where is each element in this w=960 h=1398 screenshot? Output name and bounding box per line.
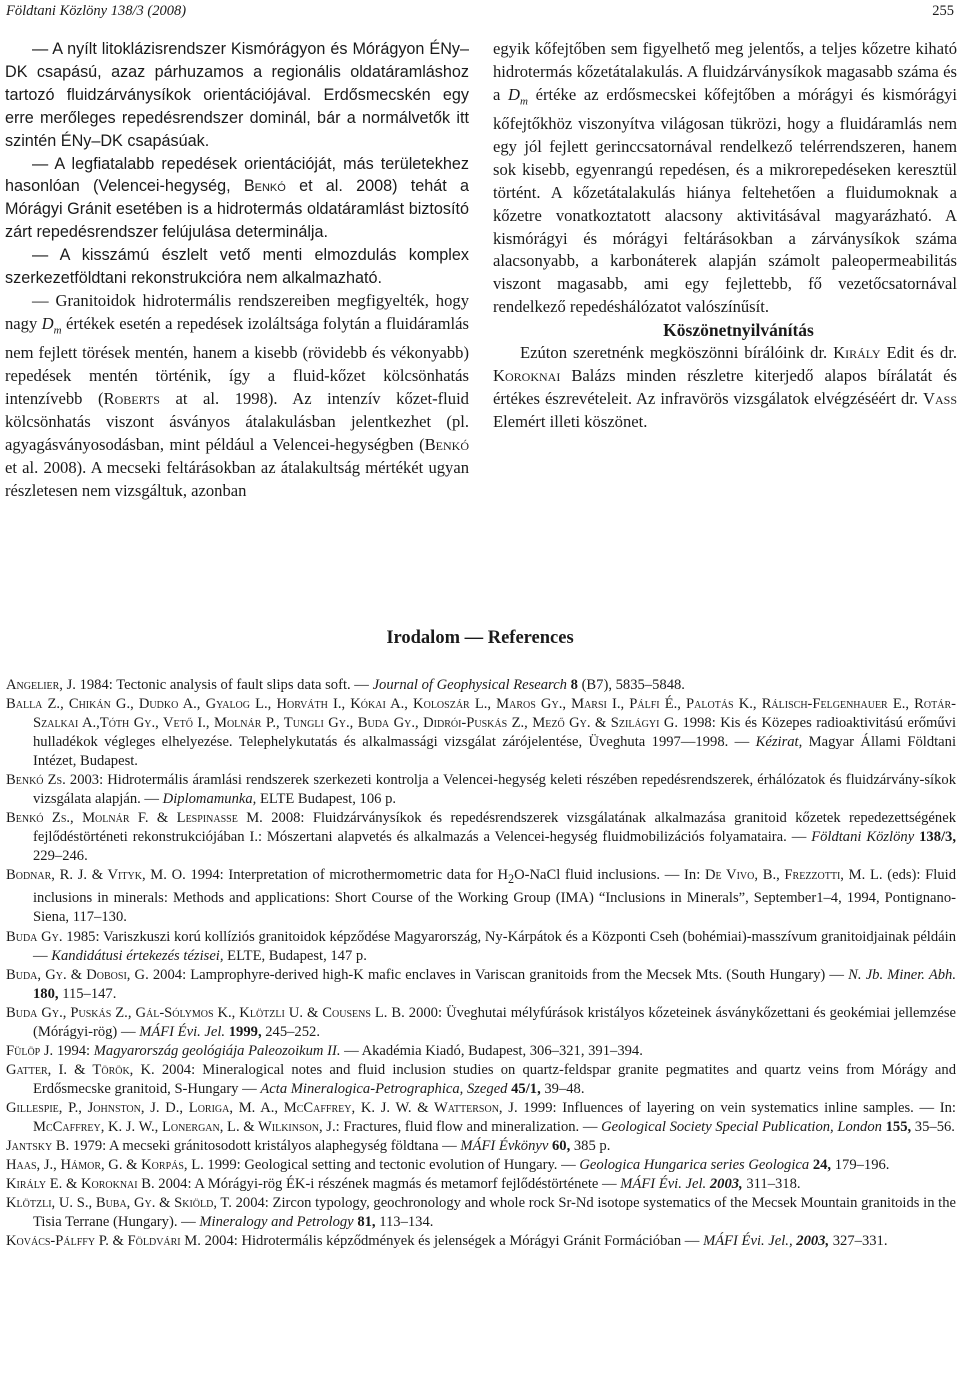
acknowledgements-paragraph: Ezúton szeretnénk megköszönni bírálóink dr. Király Edit és dr. Koroknai Balázs minden részletre kiterjedő alapos bírálatát és értékes észrevételeit. Az infravörös vizsgálatok elvégzéséért dr. Vass Elemért illeti köszönet. [493,343,957,431]
conclusion-paragraph-3: — A kisszámú észlelt vető menti elmozdulás komplex szerkezetföldtani rekonstrukcióra nem alkalmazható. [5,246,469,288]
page-number: 255 [932,3,954,19]
reference-item: Buda, Gy. & Dobosi, G. 2004: Lamprophyre-derived high-K mafic enclaves in Variscan granitoids from the Mecsek Mts. (South Hungary) — N. Jb. Miner. Abh. 180, 115–147. [6,966,956,1002]
reference-item: Buda Gy., Puskás Z., Gál-Sólymos K., Klötzli U. & Cousens L. B. 2000: Üveghutai mélyfúrások kristályos kőzeteinek ásványkőzettani és geokémiai jellemzése (Mórágyi-rög) — MÁFI Évi. Jel. 1999, 245–252. [6,1004,956,1040]
reference-item: Jantsky B. 1979: A mecseki gránitosodott kristályos alaphegység földtana — MÁFI Évkönyv 60, 385 p. [6,1138,611,1155]
reference-item: Gillespie, P., Johnston, J. D., Loriga, M. A., McCaffrey, K. J. W. & Watterson, J. 1999: Influences of layering on vein systematics inline samples. — In: McCaffrey, K. J. W., Lonergan, L. & Wilkinson, J.: Fractures, fluid flow and mineralization. — Geological Society Special Publication, London 155, 35–56. [6,1099,956,1135]
conclusion-paragraph-1: — A nyílt litoklázisrendszer Kismórágyon és Mórágyon ÉNy–DK csapású, azaz párhuzamos a regionális oldatáramláshoz tartozó fluidzárványsíkok orientációjával. Erdősmecskén egy erre merőleges repedésrendszer dominál, bár a normálvetők itt szintén ÉNy–DK csapásúak. [5,40,469,150]
reference-item: Kovács-Pálffy P. & Földvári M. 2004: Hidrotermális képződmények és jelenségek a Mórágyi Gránit Formációban — MÁFI Évi. Jel., 2003, 327–331. [6,1233,888,1250]
author-citation: Benkó [424,434,469,454]
reference-item: Benkó Zs. 2003: Hidrotermális áramlási rendszerek szerkezeti kontrolja a Velencei-hegység keleti részében repedésrendszerek, érhálózatok és fluidzárvány-síkok vizsgálata alapján. — Diplomamunka, ELTE Budapest, 106 p. [6,772,957,808]
reference-item: Fülöp J. 1994: Magyarország geológiája Paleozoikum II. — Akadémia Kiadó, Budapest, 306–321, 391–394. [6,1042,643,1059]
reference-item: Bodnar, R. J. & Vityk, M. O. 1994: Interpretation of microthermometric data for $H_2O$-NaCl fluid inclusions. — In: De Vivo, B., Frezzotti, M. L. (eds): Fluid inclusions in minerals: Methods and applications: Short Course of the Working Group (IMA) “Inclusions in Minerals”, September1–4, 1994, Pontignano-Siena, 117–130. [6,867,956,926]
dm-symbol: $D_m$ [41,313,62,337]
acknowledgements-heading: Köszönetnyilvánítás [663,320,814,341]
reference-item: Benkó Zs., Molnár F. & Lespinasse M. 2008: Fluidzárványsíkok és repedésrendszerek vizsgálatának alkalmazása granitoid kőzetek repedezettségének fejlődéstörténeti rekonstrukciójában I.: Mószertani alapvetés és alkalmazás a Velencei-hegység fluidmobilizációs folyamataira. — Földtani Közlöny 138/3, 229–246. [6,810,956,865]
reference-item: Angelier, J. 1984: Tectonic analysis of fault slips data soft. — Journal of Geophysical Research 8 (B7), 5835–5848. [6,677,685,693]
conclusion-paragraph-4: — Granitoidok hidrotermális rendszereiben megfigyelték, hogy nagy $D_m$ értékek esetén a repedések izoláltsága folytán a fluidáramlás nem fejlett törések mentén, hanem a kisebb (rövidebb és vékonyabb) repedések mentén történik, így a fluid-kőzet kölcsönhatás intenzívebb (Roberts at al. 1998). Az intenzív kőzet-fluid kölcsönhatás viszont ásványos átalakulásban jelentkezhet (pl. agyagásványosodásban, mint például a Velencei-hegységben (Benkó et al. 2008). A mecseki feltárásokban az átalakultság mértékét ugyan részletesen nem vizsgáltuk, azonban [5,290,469,500]
author-citation: Roberts [103,388,160,408]
reference-item: Király E. & Koroknai B. 2004: A Mórágyi-rög ÉK-i részének magmás és metamorf fejlődéstörténete — MÁFI Évi. Jel. 2003, 311–318. [6,1176,801,1193]
left-column [5,38,469,502]
author-citation: Benkó [243,177,286,196]
conclusion-paragraph-2: — A legfiatalabb repedések orientációját, más területekhez hasonlóan (Velencei-hegység, Benkó et al. 2008) tehát a Mórágyi Gránit esetében is a hidrotermás oldatáramlást biztosító zárt repedésrendszer felújulása determinálja. [5,154,469,242]
reference-list [6,676,956,1251]
running-header-journal: Földtani Közlöny 138/3 (2008) [6,3,187,19]
reference-item: Haas, J., Hámor, G. & Korpás, L. 1999: Geological setting and tectonic evolution of Hungary. — Geologica Hungarica series Geologica 24, 179–196. [6,1157,890,1174]
reference-item: Gatter, I. & Török, K. 2004: Mineralogical notes and fluid inclusion studies on quartz-feldspar granite pegmatites and quartz veins from Mórágy and Erdősmecske granitoid, S-Hungary — Acta Mineralogica-Petrographica, Szeged 45/1, 39–48. [6,1061,956,1097]
reference-item: Balla Z., Chikán G., Dudko A., Gyalog L., Horváth I., Kókai A., Koloszár L., Maros Gy., Marsi I., Pálfi É., Palotás K., Rálisch-Felgenhauer E., Rotár-Szalkai A.,Tóth Gy., Vető I., Molnár P., Tungli Gy., Buda Gy., Didrói-Puskás Z., Mező Gy. & Szilágyi G. 1998: Kis és Közepes radioaktivitású erőművi hulladékok végleges elhelyezése. Telephelykutatás és alkalmassági vizsgálat zárójelentése, Üveghuta 1997—1998. — Kézirat, Magyar Állami Földtani Intézet, Budapest. [6,696,956,770]
references-heading: Irodalom — References [386,628,574,648]
conclusion-paragraph-continued: egyik kőfejtőben sem figyelhető meg jelentős, a teljes kőzetre kiható hidrotermás kőzetátalakulás. A fluidzárványsíkok magasabb száma és a $D_m$ értéke az erdősmecskei kőfejtőben a mórágyi és kismórágyi kőfejtőkhöz viszonyítva világosan tükrözi, hogy a fluidáramlás nem egy jól fejlett gerinccsatornával rendelkező telérrendszeren, hanem sok kisebb, egyenrangú repedésen, és a mikrorepedéseken keresztül történt. A kőzetátalakulás hiánya feltehetően a fluidumoknak a kőzetre vonatkoztatott alacsony aktivitásával magyarázható. A kismórágyi és mórágyi feltárásokban a zárványsíkok száma alacsonyabb, a karbonáterek alapján számolt paleopermeabilitás viszont magasabb, ami egy fejlettebb, fő vezetőcsatornával rendelkező repedéshálózatot valószínűsít. [493,39,958,317]
right-column [493,38,957,434]
reference-item: Buda Gy. 1985: Variszkuszi korú kollíziós granitoidok képződése Magyarország, Ny-Kárpátok és a Központi Cseh (bohémiai)-masszívum granitoidjainak példáin — Kandidátusi értekezés tézisei, ELTE, Budapest, 147 p. [6,928,956,964]
dm-symbol: $D_m$ [508,84,528,108]
reference-item: Klötzli, U. S., Buba, Gy. & Skiöld, T. 2004: Zircon typology, geochronology and whole rock Sr-Nd isotope systematics of the Mecsek Mountain granitoids in the Tisia Terrane (Hungary). — Mineralogy and Petrology 81, 113–134. [6,1195,957,1231]
